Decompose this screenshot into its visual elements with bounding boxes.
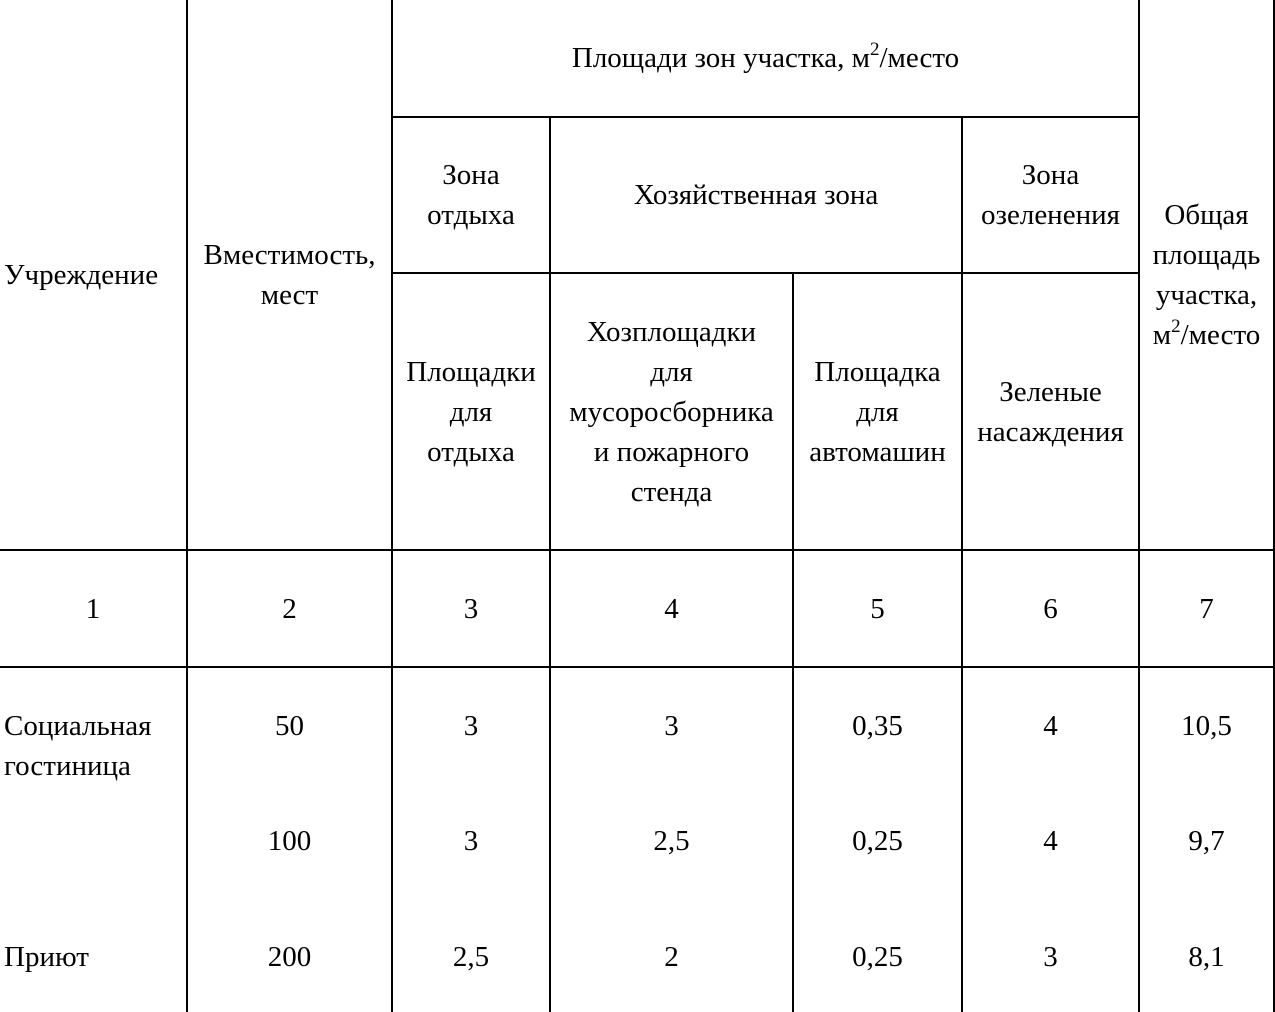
row-green-area: 4 (1043, 710, 1058, 742)
row-institution (4, 821, 186, 861)
header-rest-areas: Площадки для отдыха (406, 355, 536, 468)
row-institution: Социальная гостиница (4, 710, 152, 782)
header-zones-title: Площади зон участка, $м^2$/место (571, 39, 960, 74)
column-number: 5 (870, 592, 885, 625)
row-total-area: 8,1 (1188, 941, 1225, 973)
row-capacity: 50 (275, 710, 304, 742)
header-green-zone: Зона озеленения (981, 159, 1120, 231)
row-capacity: 200 (267, 941, 312, 973)
header-rest-zone: Зона отдыха (427, 159, 515, 231)
header-capacity: Вместимость, мест (203, 238, 376, 311)
header-total-area: Общая площадь участка, $м^2$/место (1152, 198, 1261, 351)
row-parking: 0,35 (852, 710, 903, 742)
row-green-area: 4 (1043, 825, 1058, 857)
header-parking: Площадка для автомашин (809, 355, 946, 468)
row-utility-area: 2,5 (653, 825, 690, 857)
row-rest-area: 2,5 (452, 941, 490, 973)
row-total-area: 10,5 (1181, 710, 1232, 742)
header-utility-areas: Хозплощадки для мусоросборника и пожарного стенда (569, 315, 774, 508)
column-number: 2 (282, 592, 297, 625)
row-green-area: 3 (1043, 941, 1058, 973)
row-utility-area: 3 (664, 710, 679, 742)
row-utility-area: 2 (664, 941, 679, 973)
column-number: 3 (463, 592, 479, 625)
row-capacity: 100 (267, 825, 312, 857)
column-number: 1 (85, 592, 101, 625)
header-greenery: Зеленые насаждения (977, 375, 1124, 448)
row-parking: 0,25 (852, 825, 903, 857)
header-institution: Учреждение (4, 258, 159, 291)
row-total-area: 9,7 (1188, 825, 1225, 857)
row-rest-area: 3 (463, 710, 479, 742)
column-number: 6 (1043, 592, 1058, 625)
row-rest-area: 3 (463, 825, 479, 857)
row-parking: 0,25 (852, 941, 903, 973)
grid-line (0, 666, 1275, 668)
row-institution: Приют (4, 941, 89, 973)
column-number: 7 (1199, 592, 1214, 625)
header-utility-zone: Хозяйственная зона (633, 179, 879, 211)
column-number: 4 (664, 592, 679, 625)
